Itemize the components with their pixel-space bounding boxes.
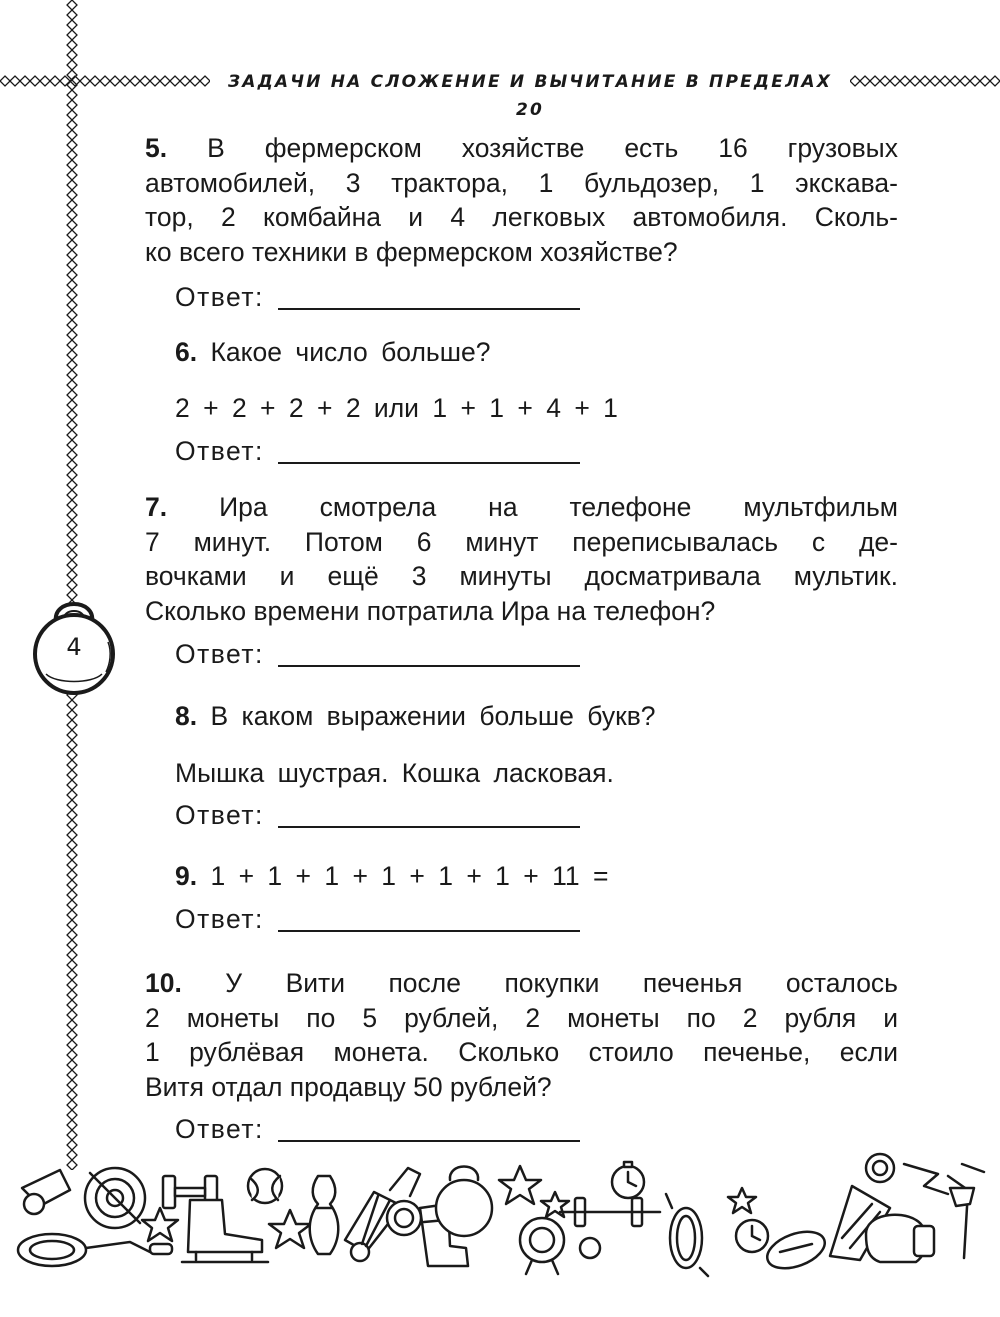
dart-icon: [948, 1164, 984, 1258]
task-9-question: [175, 859, 608, 893]
stopwatch-icon: [612, 1162, 644, 1198]
task-text-line: 2 монеты по 5 рублей, 2 монеты по 2 рубля и: [145, 1002, 898, 1033]
task-text-line: ко всего техники в фермерском хозяйстве?: [145, 236, 678, 267]
sports-equipment-strip: [0, 1148, 1000, 1278]
whistle-icon: [22, 1170, 70, 1214]
task-text-line: Ира смотрела на телефоне мультфильм: [219, 492, 898, 522]
kettlebell-icon: [436, 1167, 492, 1237]
task-6-question: [175, 335, 490, 369]
task-expression: 1 + 1 + 1 + 1 + 1 + 1 + 11 =: [210, 861, 609, 891]
task-6-expression: 2 + 2 + 2 + 2 или 1 + 1 + 4 + 1: [175, 393, 618, 423]
answer-row: [175, 1112, 580, 1146]
answer-input-line[interactable]: [278, 438, 580, 464]
answer-label: Ответ:: [175, 800, 264, 830]
task-text-line: Сколько времени потратила Ира на телефон?: [145, 595, 716, 626]
answer-input-line[interactable]: [278, 906, 580, 932]
answer-row: [175, 798, 580, 832]
rosette-icon: [520, 1218, 564, 1274]
star-icon: [269, 1210, 311, 1248]
answer-input-line[interactable]: [278, 802, 580, 828]
pennant-icon: [904, 1164, 948, 1194]
answer-label: Ответ:: [175, 904, 264, 934]
ball-icon: [580, 1238, 600, 1258]
answer-input-line[interactable]: [278, 1116, 580, 1142]
task-text-line: автомобилей, 3 трактора, 1 бульдозер, 1 экскава-: [145, 167, 898, 198]
target-icon: [85, 1168, 145, 1228]
answer-label: Ответ:: [175, 1114, 264, 1144]
task-number: 7.: [145, 492, 168, 522]
answer-row: [175, 902, 580, 936]
task-text-line: У Вити после покупки печенья осталось: [225, 968, 898, 998]
task-text-line: В фермерском хозяйстве есть 16 грузовых: [207, 133, 898, 163]
task-text-line: 1 рублёвая монета. Сколько стоило печенье, если: [145, 1037, 898, 1067]
task-7: [145, 490, 898, 628]
answer-row: [175, 637, 580, 671]
task-text-line: вочками и ещё 3 минуты досматривала мультик.: [145, 561, 898, 591]
task-5: [145, 131, 898, 269]
boxing-glove-icon: [866, 1215, 934, 1262]
task-number: 10.: [145, 968, 182, 998]
bowling-pin-icon: [310, 1176, 339, 1254]
answer-label: Ответ:: [175, 436, 264, 466]
task-number: 6.: [175, 337, 198, 367]
answer-label: Ответ:: [175, 282, 264, 312]
task-text-line: Витя отдал продавцу 50 рублей?: [145, 1071, 552, 1102]
answer-label: Ответ:: [175, 639, 264, 669]
spiral-icon: [866, 1154, 894, 1182]
section-title: ЗАДАЧИ НА СЛОЖЕНИЕ И ВЫЧИТАНИЕ В ПРЕДЕЛАХ 20: [210, 68, 850, 96]
task-8-expression: Мышка шустрая. Кошка ласковая.: [175, 758, 614, 788]
answer-row: [175, 280, 580, 314]
task-question: В каком выражении больше букв?: [210, 701, 656, 731]
answer-input-line[interactable]: [278, 641, 580, 667]
star-icon: [142, 1208, 178, 1241]
task-number: 9.: [175, 861, 198, 891]
task-text-line: тор, 2 комбайна и 4 легковых автомобиля. Сколь-: [145, 202, 898, 232]
task-text-line: 7 минут. Потом 6 минут переписывалась с де-: [145, 526, 898, 557]
task-number: 5.: [145, 133, 168, 163]
star-icon: [499, 1166, 541, 1204]
rugby-ball-icon: [762, 1225, 829, 1276]
task-question: Какое число больше?: [210, 337, 491, 367]
answer-input-line[interactable]: [278, 284, 580, 310]
task-8-question: [175, 699, 656, 733]
task-number: 8.: [175, 701, 198, 731]
barbell-icon: [560, 1198, 660, 1226]
stopwatch-icon: [736, 1220, 768, 1252]
answer-row: [175, 434, 580, 468]
goggles-icon: [666, 1194, 708, 1276]
ice-skate-icon: [182, 1200, 268, 1262]
star-icon: [728, 1188, 756, 1213]
tennis-ball-icon: [248, 1169, 282, 1203]
page-number: 4: [66, 633, 82, 661]
vertical-chain-border: [62, 0, 82, 1170]
task-10: [145, 966, 898, 1104]
